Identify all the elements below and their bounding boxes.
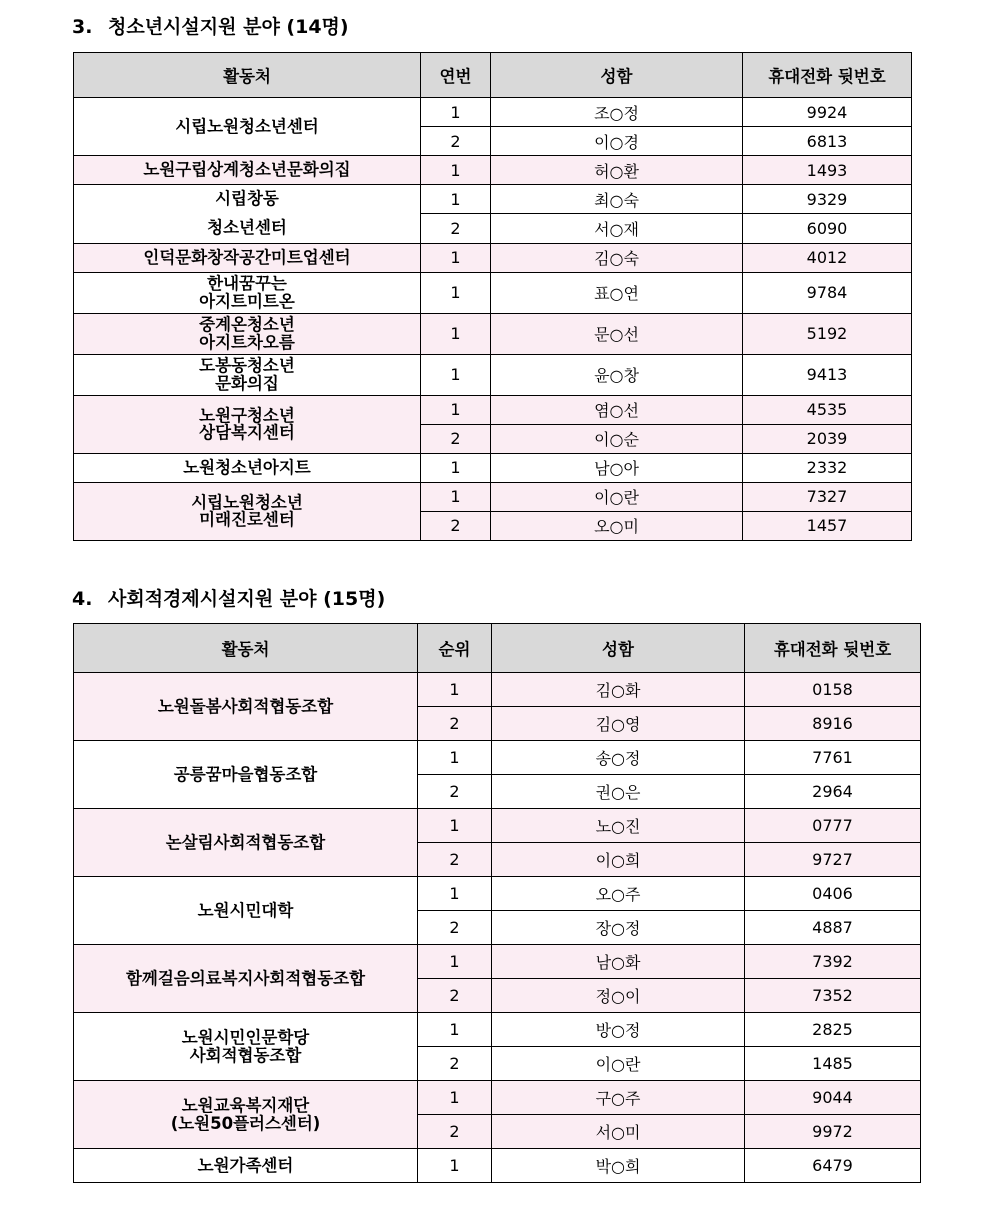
seq-cell: 1	[418, 945, 492, 979]
phone-cell: 2964	[745, 775, 921, 809]
phone-cell: 4887	[745, 911, 921, 945]
seq-cell: 2	[418, 775, 492, 809]
table-row	[74, 354, 912, 395]
org-name-cell	[74, 1081, 418, 1149]
name-cell: 염○선	[491, 395, 743, 424]
section-3-number: 3.	[72, 16, 93, 38]
table-row	[74, 945, 921, 979]
section-3-title: 청소년시설지원 분야 (14명)	[108, 16, 349, 38]
table-row	[74, 1081, 921, 1115]
org-name-line: 노원돌봄사회적협동조합	[157, 696, 334, 716]
table-row	[74, 1149, 921, 1183]
section-3-table-body	[74, 98, 912, 541]
seq-cell: 1	[421, 395, 491, 424]
seq-cell: 2	[418, 979, 492, 1013]
header-org: 활동처	[74, 624, 418, 673]
header-name: 성함	[491, 53, 743, 98]
table-row	[74, 313, 912, 354]
org-name-line: 시립창동	[215, 189, 279, 208]
phone-cell: 1493	[743, 156, 912, 185]
phone-cell: 9727	[745, 843, 921, 877]
table-row	[74, 185, 912, 214]
phone-cell: 5192	[743, 313, 912, 354]
org-name-cell	[74, 945, 418, 1013]
table-row	[74, 482, 912, 511]
header-name: 성함	[492, 624, 745, 673]
phone-cell: 7761	[745, 741, 921, 775]
name-cell: 남○아	[491, 453, 743, 482]
org-name-line: (노원50플러스센터)	[170, 1113, 321, 1133]
org-name-cell	[74, 395, 421, 453]
org-name-cell	[74, 453, 421, 482]
org-name-line: 함께걸음의료복지사회적협동조합	[125, 968, 366, 988]
section-4-title: 사회적경제시설지원 분야 (15명)	[108, 588, 386, 610]
org-name-cell	[74, 673, 418, 741]
seq-cell: 2	[418, 911, 492, 945]
seq-cell: 1	[418, 809, 492, 843]
name-cell: 김○숙	[491, 243, 743, 272]
name-cell: 허○환	[491, 156, 743, 185]
table-row	[74, 809, 921, 843]
org-name-line: 논살림사회적협동조합	[165, 832, 326, 852]
phone-cell: 9784	[743, 272, 912, 313]
name-cell: 이○희	[492, 843, 745, 877]
phone-cell: 6090	[743, 214, 912, 243]
org-name-line: 청소년센터	[207, 217, 287, 237]
seq-cell: 1	[421, 98, 491, 127]
org-name-line: 상담복지센터	[199, 423, 295, 443]
name-cell: 이○경	[491, 127, 743, 156]
name-cell: 서○재	[491, 214, 743, 243]
seq-cell: 1	[421, 354, 491, 395]
table-row	[74, 243, 912, 272]
phone-cell: 2825	[745, 1013, 921, 1047]
org-name-line: 도봉동청소년	[199, 356, 295, 376]
section-4-heading	[72, 584, 385, 611]
table-row	[74, 1013, 921, 1047]
name-cell: 정○이	[492, 979, 745, 1013]
phone-cell: 8916	[745, 707, 921, 741]
phone-cell: 2332	[743, 453, 912, 482]
seq-cell: 2	[418, 843, 492, 877]
table-row	[74, 877, 921, 911]
phone-cell: 6479	[745, 1149, 921, 1183]
name-cell: 이○순	[491, 424, 743, 453]
seq-cell: 2	[421, 511, 491, 540]
phone-cell: 7352	[745, 979, 921, 1013]
name-cell: 노○진	[492, 809, 745, 843]
phone-cell: 0158	[745, 673, 921, 707]
org-name-cell	[74, 313, 421, 354]
phone-cell: 2039	[743, 424, 912, 453]
org-name-cell	[74, 185, 421, 244]
name-cell: 이○란	[492, 1047, 745, 1081]
seq-cell: 1	[421, 243, 491, 272]
phone-cell: 1457	[743, 511, 912, 540]
seq-cell: 1	[421, 272, 491, 313]
org-name-line: 노원구청소년	[199, 405, 295, 425]
phone-cell: 6813	[743, 127, 912, 156]
table-header-row	[74, 624, 921, 673]
name-cell: 김○영	[492, 707, 745, 741]
org-name-cell	[74, 1013, 418, 1081]
section-3-heading	[72, 12, 349, 39]
org-name-line: 시립노원청소년	[191, 492, 303, 512]
org-name-line: 노원시민대학	[197, 900, 294, 920]
org-name-line: 노원가족센터	[197, 1155, 294, 1175]
seq-cell: 1	[421, 156, 491, 185]
table-row	[74, 453, 912, 482]
org-name-line: 아지트차오름	[199, 332, 295, 352]
seq-cell: 1	[421, 313, 491, 354]
seq-cell: 1	[418, 1013, 492, 1047]
phone-cell: 4012	[743, 243, 912, 272]
org-name-cell	[74, 741, 418, 809]
org-name-line: 노원교육복지재단	[181, 1096, 310, 1116]
org-name-line: 미래진로센터	[199, 510, 295, 530]
seq-cell: 1	[421, 185, 491, 214]
table-row	[74, 272, 912, 313]
name-cell: 김○화	[492, 673, 745, 707]
org-name-line: 아지트미트온	[199, 291, 295, 311]
org-name-cell	[74, 1149, 418, 1183]
phone-cell: 1485	[745, 1047, 921, 1081]
name-cell: 송○정	[492, 741, 745, 775]
name-cell: 권○은	[492, 775, 745, 809]
seq-cell: 1	[421, 453, 491, 482]
phone-cell: 9972	[745, 1115, 921, 1149]
seq-cell: 1	[418, 877, 492, 911]
org-name-cell	[74, 877, 418, 945]
table-row	[74, 395, 912, 424]
seq-cell: 2	[421, 424, 491, 453]
seq-cell: 2	[418, 1047, 492, 1081]
seq-cell: 1	[418, 673, 492, 707]
header-rank: 순위	[418, 624, 492, 673]
seq-cell: 2	[421, 214, 491, 243]
section-4-table	[73, 623, 921, 1183]
name-cell: 오○미	[491, 511, 743, 540]
name-cell: 박○희	[492, 1149, 745, 1183]
phone-cell: 7392	[745, 945, 921, 979]
name-cell: 장○정	[492, 911, 745, 945]
org-name-line: 인덕문화창작공간미트업센터	[143, 248, 351, 268]
section-4-table-body	[74, 673, 921, 1183]
name-cell: 표○연	[491, 272, 743, 313]
table-row	[74, 98, 912, 127]
phone-cell: 0406	[745, 877, 921, 911]
name-cell: 방○정	[492, 1013, 745, 1047]
table-row	[74, 673, 921, 707]
name-cell: 이○란	[491, 482, 743, 511]
phone-cell: 0777	[745, 809, 921, 843]
org-name-cell	[74, 98, 421, 156]
seq-cell: 2	[418, 1115, 492, 1149]
phone-cell: 9413	[743, 354, 912, 395]
org-name-line: 중계온청소년	[199, 315, 295, 335]
seq-cell: 2	[418, 707, 492, 741]
table-row	[74, 741, 921, 775]
phone-cell: 9329	[743, 185, 912, 214]
name-cell: 오○주	[492, 877, 745, 911]
name-cell: 서○미	[492, 1115, 745, 1149]
name-cell: 구○주	[492, 1081, 745, 1115]
org-name-cell	[74, 272, 421, 313]
org-name-cell	[74, 243, 421, 272]
seq-cell: 1	[421, 482, 491, 511]
header-phone: 휴대전화 뒷번호	[743, 53, 912, 98]
header-seq: 연번	[421, 53, 491, 98]
name-cell: 윤○창	[491, 354, 743, 395]
name-cell: 문○선	[491, 313, 743, 354]
seq-cell: 1	[418, 1149, 492, 1183]
name-cell: 조○정	[491, 98, 743, 127]
seq-cell: 1	[418, 741, 492, 775]
seq-cell: 2	[421, 127, 491, 156]
org-name-line: 한내꿈꾸는	[207, 274, 287, 294]
table-row	[74, 156, 912, 185]
org-name-cell	[74, 809, 418, 877]
org-name-cell	[74, 482, 421, 540]
phone-cell: 7327	[743, 482, 912, 511]
org-name-line: 사회적협동조합	[189, 1045, 302, 1065]
name-cell: 최○숙	[491, 185, 743, 214]
org-name-line: 노원청소년아지트	[183, 458, 311, 478]
org-name-line: 시립노원청소년센터	[175, 116, 319, 136]
section-3-table	[73, 52, 912, 541]
org-name-line: 노원시민인문학당	[181, 1028, 310, 1048]
phone-cell: 9044	[745, 1081, 921, 1115]
section-4-number: 4.	[72, 588, 93, 610]
org-name-cell	[74, 156, 421, 185]
org-name-cell	[74, 354, 421, 395]
header-phone: 휴대전화 뒷번호	[745, 624, 921, 673]
phone-cell: 4535	[743, 395, 912, 424]
seq-cell: 1	[418, 1081, 492, 1115]
name-cell: 남○화	[492, 945, 745, 979]
org-name-line: 공릉꿈마을협동조합	[173, 764, 318, 784]
table-header-row	[74, 53, 912, 98]
org-name-line: 노원구립상계청소년문화의집	[143, 160, 351, 180]
org-name-line: 문화의집	[215, 373, 279, 393]
header-org: 활동처	[74, 53, 421, 98]
phone-cell: 9924	[743, 98, 912, 127]
